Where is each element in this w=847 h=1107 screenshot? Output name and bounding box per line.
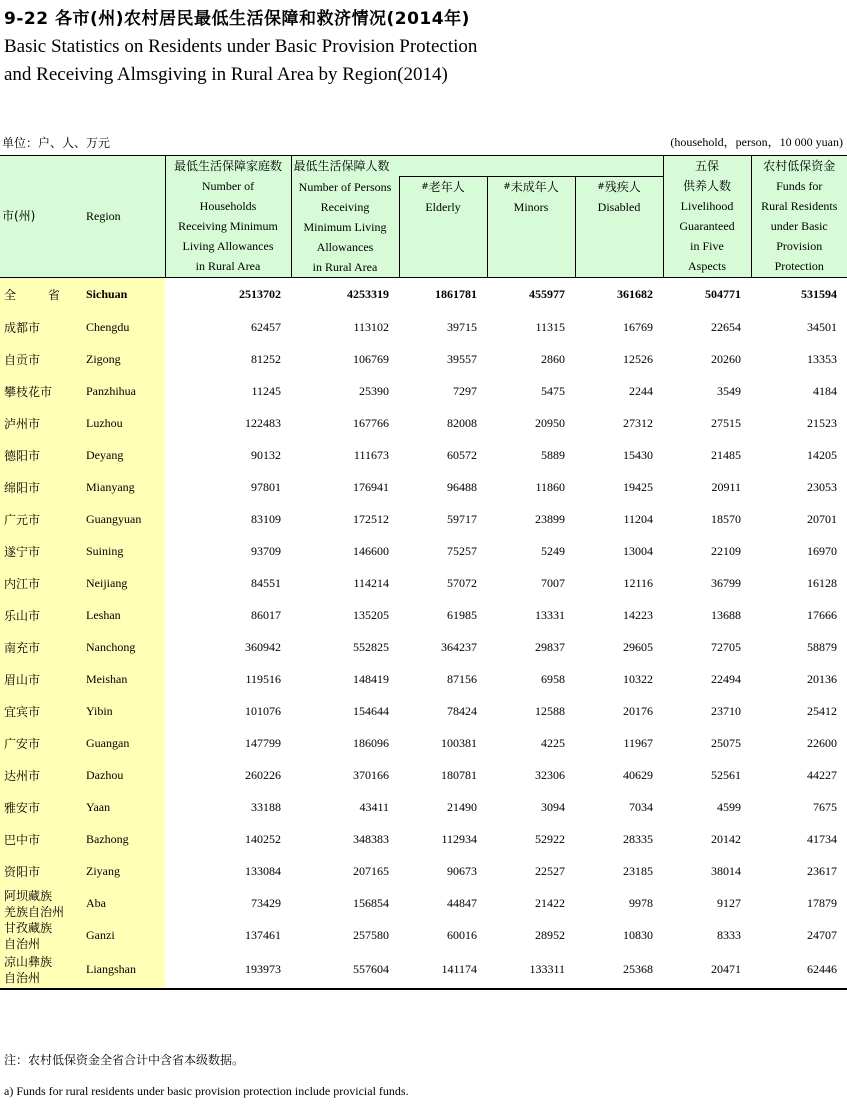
cell-value: 32306 <box>535 768 565 782</box>
table-row <box>0 440 847 472</box>
cell-region-en: Chengdu <box>80 312 165 344</box>
cell-value: 28335 <box>623 832 654 846</box>
cell-value: 154644 <box>353 704 389 718</box>
cell-value: 111673 <box>353 448 389 462</box>
cell-value: 87156 <box>447 672 477 686</box>
cell-value: 22109 <box>711 544 742 558</box>
footnote-cn: 注：农村低保资金全省合计中含省本级数据。 <box>4 1053 245 1067</box>
cell-region-en: Guangyuan <box>80 504 165 536</box>
cell-value: 4253319 <box>291 277 399 312</box>
table-row <box>0 632 847 664</box>
table-row <box>0 504 847 536</box>
cell-value: 73429 <box>251 896 281 910</box>
cell-value: 193973 <box>165 952 291 989</box>
cell-city-cn: 甘孜藏族 自治州 <box>0 920 80 952</box>
cell-city-cn: 宜宾市 <box>0 696 80 728</box>
cell-value: 29605 <box>623 640 654 654</box>
page-title-en-line1: Basic Statistics on Residents under Basic Provision Protection <box>4 36 478 57</box>
cell-city-cn: 全 省 <box>0 277 80 312</box>
cell-value: 20911 <box>711 480 742 494</box>
table-row <box>0 856 847 888</box>
cell-value: 22600 <box>807 736 838 750</box>
cell-value: 27515 <box>711 416 742 430</box>
cell-city-cn: 资阳市 <box>0 856 80 888</box>
cell-region-en: Luzhou <box>80 408 165 440</box>
cell-region-en: Nanchong <box>80 632 165 664</box>
cell-city-cn: 眉山市 <box>0 664 80 696</box>
cell-value: 112934 <box>441 832 477 846</box>
cell-value: 370166 <box>353 768 389 782</box>
cell-value: 11860 <box>535 480 565 494</box>
cell-value: 20471 <box>663 952 751 989</box>
header-disabled: #残疾人 Disabled <box>575 177 663 278</box>
cell-city-cn: 巴中市 <box>0 824 80 856</box>
table-row <box>0 376 847 408</box>
cell-value: 93709 <box>251 544 281 558</box>
cell-value: 82008 <box>447 416 477 430</box>
cell-value: 455977 <box>487 277 575 312</box>
cell-value: 18570 <box>711 512 742 526</box>
table-body <box>0 277 847 989</box>
cell-value: 7034 <box>629 800 654 814</box>
cell-value: 60572 <box>447 448 477 462</box>
cell-value: 78424 <box>447 704 477 718</box>
cell-value: 96488 <box>447 480 477 494</box>
cell-value: 141174 <box>399 952 487 989</box>
cell-value: 16128 <box>807 576 838 590</box>
table-row <box>0 568 847 600</box>
footnote-en: a) Funds for rural residents under basic provision protection include provicial funds. <box>4 1084 409 1098</box>
cell-region-en: Yibin <box>80 696 165 728</box>
cell-value: 167766 <box>353 416 389 430</box>
cell-value: 552825 <box>353 640 389 654</box>
cell-value: 2513702 <box>165 277 291 312</box>
cell-region-en: Zigong <box>80 344 165 376</box>
cell-value: 140252 <box>245 832 281 846</box>
cell-value: 34501 <box>807 320 838 334</box>
cell-value: 17666 <box>807 608 838 622</box>
cell-value: 23185 <box>623 864 654 878</box>
cell-value: 90132 <box>251 448 281 462</box>
cell-value: 186096 <box>353 736 389 750</box>
cell-value: 52561 <box>711 768 742 782</box>
table-row-total <box>0 277 847 312</box>
cell-value: 59717 <box>447 512 477 526</box>
cell-value: 10830 <box>623 928 654 942</box>
table-row <box>0 760 847 792</box>
cell-value: 11967 <box>623 736 654 750</box>
cell-city-cn: 广元市 <box>0 504 80 536</box>
table-row <box>0 792 847 824</box>
cell-city-cn: 自贡市 <box>0 344 80 376</box>
cell-value: 1861781 <box>399 277 487 312</box>
header-elderly: #老年人 Elderly <box>399 177 487 278</box>
cell-region-en: Neijiang <box>80 568 165 600</box>
cell-value: 20176 <box>623 704 654 718</box>
cell-value: 20136 <box>807 672 838 686</box>
cell-city-cn: 绵阳市 <box>0 472 80 504</box>
header-wubao: 五保 供养人数 Livelihood Guaranteed in Five Aspects <box>663 156 751 278</box>
cell-city-cn: 达州市 <box>0 760 80 792</box>
header-persons-group: 最低生活保障人数 <box>291 156 663 177</box>
cell-value: 62446 <box>751 952 847 989</box>
cell-value: 38014 <box>711 864 742 878</box>
cell-value: 14205 <box>807 448 838 462</box>
cell-value: 33188 <box>251 800 281 814</box>
cell-value: 14223 <box>623 608 654 622</box>
cell-value: 97801 <box>251 480 281 494</box>
cell-value: 106769 <box>353 352 389 366</box>
cell-value: 12116 <box>623 576 654 590</box>
cell-value: 133084 <box>245 864 281 878</box>
cell-value: 61985 <box>447 608 477 622</box>
cell-value: 7675 <box>813 800 838 814</box>
cell-value: 22494 <box>711 672 742 686</box>
cell-value: 504771 <box>663 277 751 312</box>
cell-value: 90673 <box>447 864 477 878</box>
cell-value: 57072 <box>447 576 477 590</box>
cell-value: 52922 <box>535 832 565 846</box>
cell-city-cn: 攀枝花市 <box>0 376 80 408</box>
cell-city-cn: 雅安市 <box>0 792 80 824</box>
cell-value: 19425 <box>623 480 654 494</box>
cell-value: 25412 <box>807 704 838 718</box>
cell-value: 172512 <box>353 512 389 526</box>
cell-value: 4225 <box>541 736 565 750</box>
cell-value: 3094 <box>541 800 565 814</box>
cell-value: 23899 <box>535 512 565 526</box>
cell-value: 13004 <box>623 544 654 558</box>
cell-value: 13688 <box>711 608 742 622</box>
cell-value: 13331 <box>535 608 565 622</box>
cell-region-en: Yaan <box>80 792 165 824</box>
header-minors: #未成年人 Minors <box>487 177 575 278</box>
cell-value: 25075 <box>711 736 742 750</box>
cell-value: 21523 <box>807 416 838 430</box>
cell-value: 83109 <box>251 512 281 526</box>
cell-value: 557604 <box>291 952 399 989</box>
cell-region-en: Ziyang <box>80 856 165 888</box>
cell-value: 4184 <box>813 384 838 398</box>
cell-value: 28952 <box>535 928 565 942</box>
cell-region-en: Guangan <box>80 728 165 760</box>
table-row <box>0 408 847 440</box>
cell-value: 5475 <box>541 384 565 398</box>
table-row <box>0 952 847 989</box>
cell-value: 41734 <box>807 832 838 846</box>
cell-value: 11315 <box>535 320 565 334</box>
cell-value: 146600 <box>353 544 389 558</box>
table-row <box>0 536 847 568</box>
cell-value: 257580 <box>353 928 389 942</box>
cell-region-en: Panzhihua <box>80 376 165 408</box>
table-row <box>0 824 847 856</box>
cell-value: 22654 <box>711 320 742 334</box>
cell-value: 7297 <box>453 384 477 398</box>
cell-region-en: Bazhong <box>80 824 165 856</box>
cell-value: 20260 <box>711 352 742 366</box>
cell-city-cn: 乐山市 <box>0 600 80 632</box>
cell-value: 36799 <box>711 576 742 590</box>
cell-value: 114214 <box>353 576 389 590</box>
cell-value: 119516 <box>245 672 281 686</box>
cell-city-cn: 阿坝藏族 羌族自治州 <box>0 888 80 920</box>
cell-value: 260226 <box>245 768 281 782</box>
cell-region-en: Deyang <box>80 440 165 472</box>
cell-region-en: Leshan <box>80 600 165 632</box>
cell-value: 135205 <box>353 608 389 622</box>
unit-label-cn: 单位：户、人、万元 <box>2 136 111 150</box>
header-persons-total: Number of Persons Receiving Minimum Living Allowances in Rural Area <box>291 177 399 278</box>
header-region: Region <box>80 156 165 278</box>
cell-city-cn: 广安市 <box>0 728 80 760</box>
cell-value: 11245 <box>251 384 281 398</box>
cell-value: 24707 <box>807 928 838 942</box>
cell-value: 207165 <box>353 864 389 878</box>
cell-value: 13353 <box>807 352 838 366</box>
cell-value: 22527 <box>535 864 565 878</box>
cell-region-en: Meishan <box>80 664 165 696</box>
table-row <box>0 312 847 344</box>
cell-value: 39715 <box>447 320 477 334</box>
cell-value: 43411 <box>359 800 389 814</box>
cell-city-cn: 泸州市 <box>0 408 80 440</box>
table-row <box>0 472 847 504</box>
cell-value: 39557 <box>447 352 477 366</box>
cell-value: 44847 <box>447 896 477 910</box>
header-city: 市(州) <box>0 156 80 278</box>
cell-value: 62457 <box>251 320 281 334</box>
page-title-cn: 9-22 各市(州)农村居民最低生活保障和救济情况(2014年) <box>4 9 470 29</box>
cell-value: 23053 <box>807 480 838 494</box>
cell-value: 101076 <box>245 704 281 718</box>
table-row <box>0 600 847 632</box>
cell-region-en: Sichuan <box>80 277 165 312</box>
cell-value: 23617 <box>807 864 838 878</box>
cell-region-en: Ganzi <box>80 920 165 952</box>
cell-value: 40629 <box>623 768 654 782</box>
cell-value: 137461 <box>245 928 281 942</box>
cell-value: 21422 <box>535 896 565 910</box>
cell-value: 10322 <box>623 672 654 686</box>
cell-value: 147799 <box>245 736 281 750</box>
cell-city-cn: 南充市 <box>0 632 80 664</box>
cell-value: 75257 <box>447 544 477 558</box>
cell-region-en: Dazhou <box>80 760 165 792</box>
table-row <box>0 920 847 952</box>
cell-value: 20950 <box>535 416 565 430</box>
cell-value: 72705 <box>711 640 742 654</box>
cell-value: 9127 <box>717 896 742 910</box>
cell-value: 5889 <box>541 448 565 462</box>
cell-value: 180781 <box>441 768 477 782</box>
cell-city-cn: 遂宁市 <box>0 536 80 568</box>
cell-value: 9978 <box>629 896 654 910</box>
table-row <box>0 344 847 376</box>
cell-value: 60016 <box>447 928 477 942</box>
cell-region-en: Suining <box>80 536 165 568</box>
cell-value: 12588 <box>535 704 565 718</box>
cell-value: 7007 <box>541 576 565 590</box>
cell-value: 2860 <box>541 352 565 366</box>
cell-value: 16970 <box>807 544 838 558</box>
header-funds: 农村低保资金 Funds for Rural Residents under Basic Provision Protection <box>751 156 847 278</box>
cell-value: 4599 <box>717 800 742 814</box>
cell-value: 58879 <box>807 640 838 654</box>
cell-value: 113102 <box>353 320 389 334</box>
cell-value: 21490 <box>447 800 477 814</box>
cell-value: 11204 <box>623 512 654 526</box>
cell-value: 360942 <box>245 640 281 654</box>
cell-value: 27312 <box>623 416 654 430</box>
cell-value: 3549 <box>717 384 742 398</box>
cell-value: 84551 <box>251 576 281 590</box>
cell-value: 133311 <box>487 952 575 989</box>
cell-value: 16769 <box>623 320 654 334</box>
cell-region-en: Liangshan <box>80 952 165 989</box>
cell-region-en: Aba <box>80 888 165 920</box>
cell-value: 44227 <box>807 768 838 782</box>
cell-value: 2244 <box>629 384 654 398</box>
cell-city-cn: 凉山彝族 自治州 <box>0 952 80 989</box>
cell-value: 5249 <box>541 544 565 558</box>
statistics-table <box>0 155 847 990</box>
header-households: 最低生活保障家庭数 Number of Households Receiving Minimum Living Allowances in Rural Area <box>165 156 291 278</box>
table-row <box>0 696 847 728</box>
cell-value: 364237 <box>441 640 477 654</box>
cell-value: 86017 <box>251 608 281 622</box>
cell-value: 15430 <box>623 448 654 462</box>
cell-value: 348383 <box>353 832 389 846</box>
table-row <box>0 664 847 696</box>
cell-value: 29837 <box>535 640 565 654</box>
cell-value: 12526 <box>623 352 654 366</box>
cell-city-cn: 内江市 <box>0 568 80 600</box>
table-row <box>0 728 847 760</box>
cell-value: 25368 <box>575 952 663 989</box>
cell-value: 81252 <box>251 352 281 366</box>
cell-value: 361682 <box>575 277 663 312</box>
cell-value: 176941 <box>353 480 389 494</box>
table-row <box>0 888 847 920</box>
cell-city-cn: 成都市 <box>0 312 80 344</box>
cell-value: 148419 <box>353 672 389 686</box>
cell-value: 100381 <box>441 736 477 750</box>
cell-value: 531594 <box>751 277 847 312</box>
cell-region-en: Mianyang <box>80 472 165 504</box>
cell-value: 20701 <box>807 512 838 526</box>
cell-value: 25390 <box>359 384 389 398</box>
cell-value: 122483 <box>245 416 281 430</box>
cell-value: 17879 <box>807 896 838 910</box>
cell-value: 156854 <box>353 896 389 910</box>
cell-value: 8333 <box>717 928 742 942</box>
cell-value: 20142 <box>711 832 742 846</box>
page-title-en-line2: and Receiving Almsgiving in Rural Area by Region(2014) <box>4 64 448 85</box>
cell-value: 6958 <box>541 672 565 686</box>
unit-label-en: (household，person，10 000 yuan) <box>670 135 843 149</box>
cell-value: 23710 <box>711 704 742 718</box>
cell-city-cn: 德阳市 <box>0 440 80 472</box>
cell-value: 21485 <box>711 448 742 462</box>
